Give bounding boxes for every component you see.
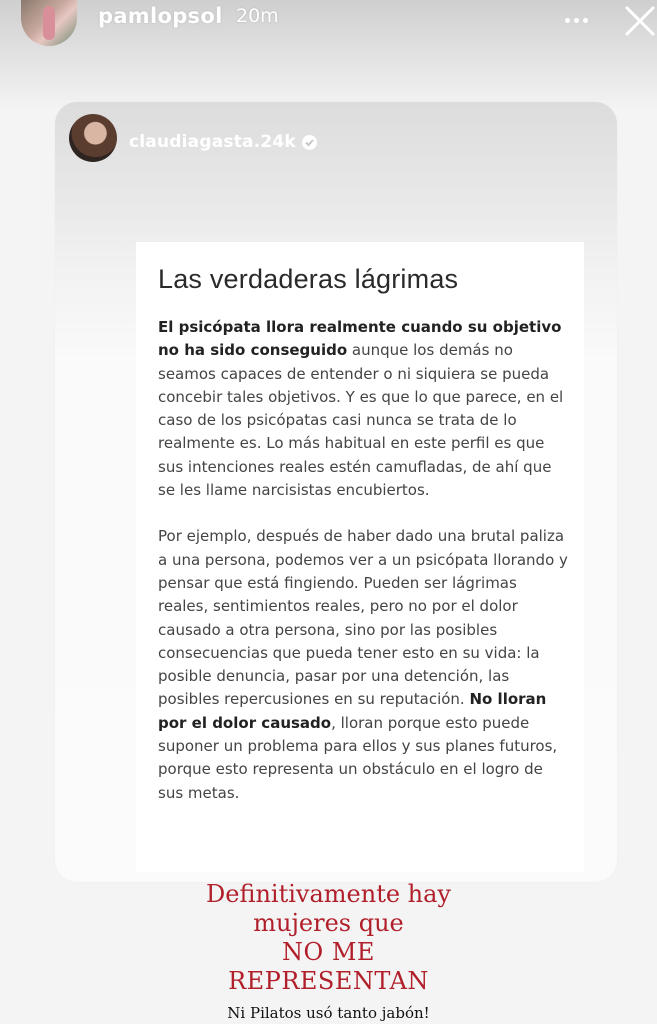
verified-badge-icon <box>302 135 317 150</box>
more-options-button[interactable] <box>556 6 596 34</box>
caption-line: mujeres que <box>253 909 404 937</box>
shared-post-card[interactable] <box>55 102 617 882</box>
story-username[interactable]: pamlopsol <box>98 4 223 28</box>
article-text: Por ejemplo, después de haber dado una brutal paliza a una persona, podemos ver a un psicópata llorando y pensar que está fingiendo. Pueden ser lágrimas reales, sentimientos reales, pero no por el dolor causado a otra persona, sino por las posibles consecuencias que pueda tener esto en su vida: la posible denuncia, pasar por una detención, las posibles repercusiones en su reputación. <box>158 527 568 709</box>
close-icon <box>622 2 656 38</box>
caption-subline: Ni Pilatos usó tanto jabón! <box>227 1004 430 1022</box>
article-paragraph <box>158 316 570 502</box>
story-timestamp: 20m <box>236 5 279 27</box>
shared-post-username[interactable]: claudiagasta.24k <box>129 132 296 152</box>
story-header <box>0 0 657 48</box>
caption-line: NO ME <box>282 938 375 966</box>
more-horizontal-icon <box>565 18 570 23</box>
shared-post-avatar[interactable] <box>69 114 117 162</box>
caption-line: Definitivamente hay <box>206 880 451 908</box>
close-button[interactable] <box>622 2 656 38</box>
article-bold-text: El psicópata llora realmente cuando su objetivo no ha sido conseguido <box>158 318 562 360</box>
caption-line: REPRESENTAN <box>228 967 429 995</box>
story-avatar[interactable] <box>21 0 77 46</box>
article-screenshot <box>136 242 584 872</box>
article-text: aunque los demás no seamos capaces de entender o ni siquiera se pueda concebir tales objetivos. Y es que lo que parece, en el caso de los psicópatas casi nunca se trata de lo realmente es. Lo más habitual en este perfil es que sus intenciones reales estén camufladas, de ahí que se les llame narcisistas encubiertos. <box>158 341 564 500</box>
shared-post-username-row[interactable] <box>129 132 317 152</box>
article-title: Las verdaderas lágrimas <box>158 264 459 294</box>
story-caption <box>0 880 657 1022</box>
article-text: , lloran porque esto puede suponer un problema para ellos y sus planes futuros, porque esto representa un obstáculo en el logro de sus metas. <box>158 713 558 802</box>
article-body <box>158 316 570 828</box>
article-bold-text: No lloran por el dolor causado <box>158 690 547 732</box>
article-paragraph <box>158 525 570 805</box>
